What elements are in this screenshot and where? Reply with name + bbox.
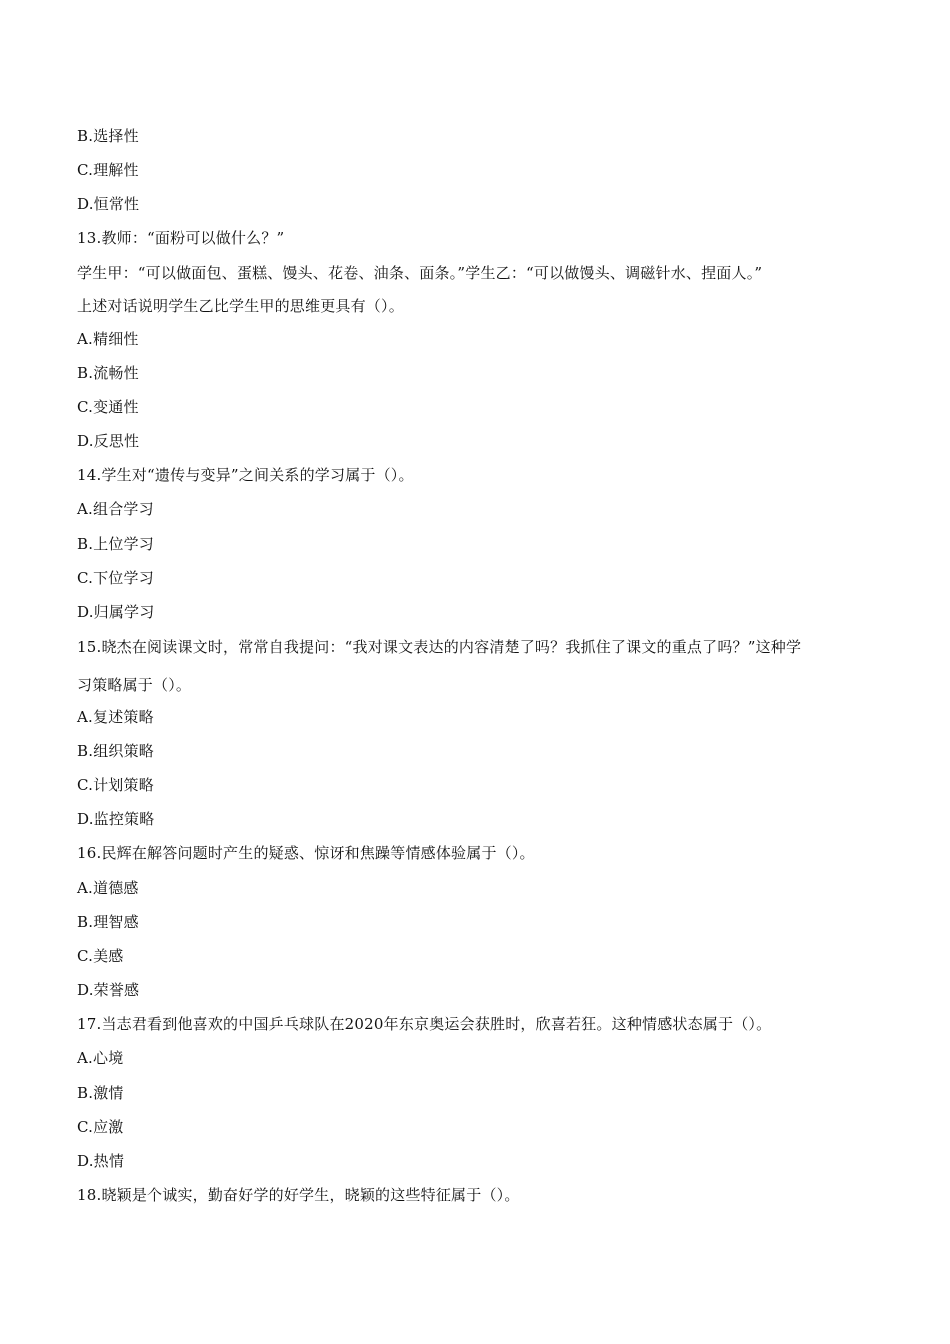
question-17-stem: 17.当志君看到他喜欢的中国乒乓球队在2020年东京奥运会获胜时，欣喜若狂。这种情感状态属于（）。 bbox=[77, 1015, 772, 1033]
question-16-option-c: C.美感 bbox=[77, 947, 124, 965]
question-16-option-a: A.道德感 bbox=[77, 879, 139, 897]
option-b-selectivity: B.选择性 bbox=[77, 127, 139, 145]
question-13-option-d: D.反思性 bbox=[77, 432, 140, 450]
question-15-option-a: A.复述策略 bbox=[77, 708, 154, 726]
question-15-option-c: C.计划策略 bbox=[77, 776, 154, 794]
question-15-stem-line1: 15.晓杰在阅读课文时，常常自我提问：“我对课文表达的内容清楚了吗？我抓住了课文的重点了吗？”这种学 bbox=[77, 638, 802, 656]
question-18-stem: 18.晓颖是个诚实，勤奋好学的好学生，晓颖的这些特征属于（）。 bbox=[77, 1186, 520, 1204]
question-13-stem: 13.教师：“面粉可以做什么？” bbox=[77, 229, 285, 247]
question-14-option-b: B.上位学习 bbox=[77, 535, 154, 553]
option-d-constancy: D.恒常性 bbox=[77, 195, 140, 213]
question-14-stem: 14.学生对“遗传与变异”之间关系的学习属于（）。 bbox=[77, 466, 414, 484]
question-13-option-c: C.变通性 bbox=[77, 398, 139, 416]
question-17-option-d: D.热情 bbox=[77, 1152, 125, 1170]
question-13-option-a: A.精细性 bbox=[77, 330, 139, 348]
question-15-option-d: D.监控策略 bbox=[77, 810, 155, 828]
question-13-option-b: B.流畅性 bbox=[77, 364, 139, 382]
question-15-option-b: B.组织策略 bbox=[77, 742, 154, 760]
question-16-option-b: B.理智感 bbox=[77, 913, 139, 931]
question-14-option-d: D.归属学习 bbox=[77, 603, 155, 621]
question-17-option-c: C.应激 bbox=[77, 1118, 124, 1136]
question-16-stem: 16.民辉在解答问题时产生的疑惑、惊讶和焦躁等情感体验属于（）。 bbox=[77, 844, 535, 862]
question-17-option-a: A.心境 bbox=[77, 1049, 124, 1067]
question-16-option-d: D.荣誉感 bbox=[77, 981, 140, 999]
option-c-comprehension: C.理解性 bbox=[77, 161, 139, 179]
question-14-option-c: C.下位学习 bbox=[77, 569, 154, 587]
question-17-option-b: B.激情 bbox=[77, 1084, 124, 1102]
question-13-prompt: 上述对话说明学生乙比学生甲的思维更具有（）。 bbox=[77, 297, 404, 315]
question-14-option-a: A.组合学习 bbox=[77, 500, 154, 518]
question-13-dialogue: 学生甲：“可以做面包、蛋糕、馒头、花卷、油条、面条。”学生乙：“可以做馒头、调磁针水、捏面人。” bbox=[77, 264, 763, 282]
question-15-stem-line2: 习策略属于（）。 bbox=[77, 676, 192, 694]
